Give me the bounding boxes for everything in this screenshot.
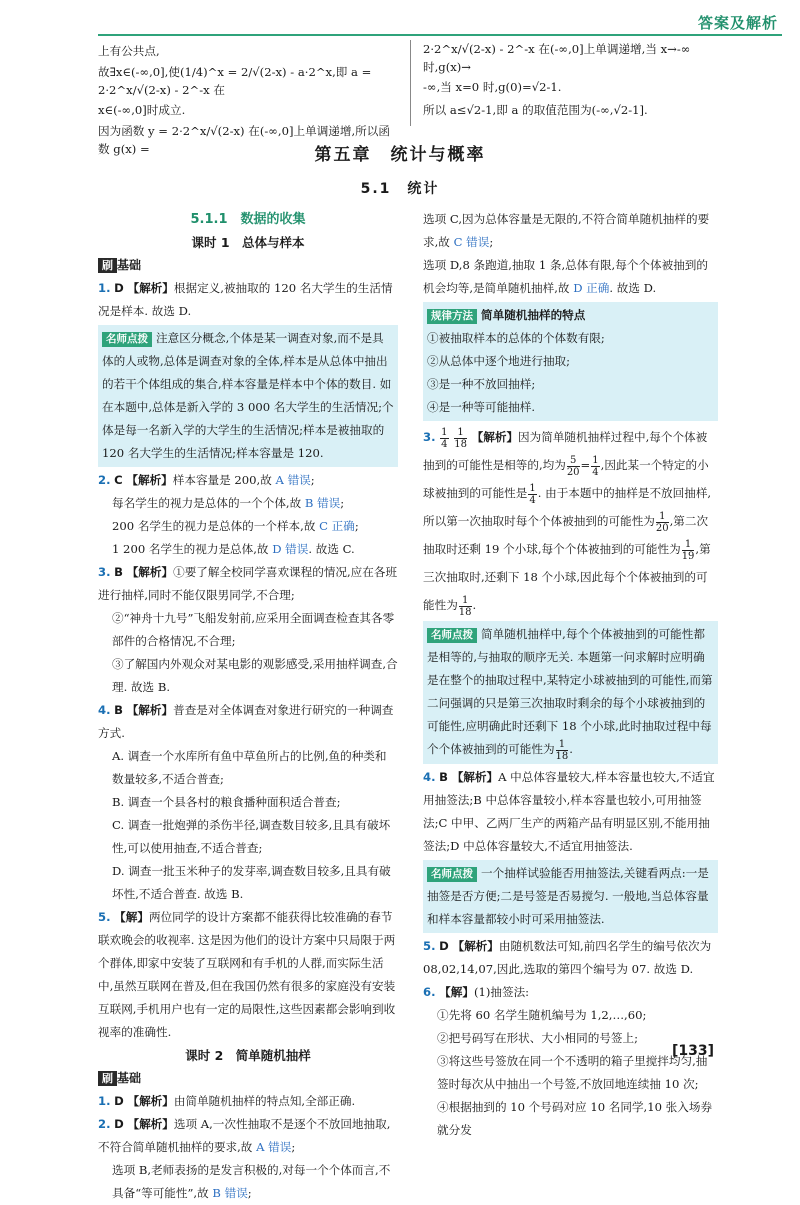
q-text: 根据定义,被抽取的 120 名大学生的生活情况是样本. 故选 D. [98, 281, 393, 318]
q-text: ; [310, 473, 315, 487]
text-line: 所以 a≤√2-1,即 a 的取值范围为(-∞,√2-1]. [423, 103, 648, 117]
frac-num: 1 [682, 539, 695, 551]
method-item: ②从总体中逐个地进行抽取; [427, 354, 571, 368]
q2-line [98, 515, 398, 538]
fraction [556, 739, 569, 762]
answer-fraction [454, 427, 467, 450]
question-3 [98, 561, 398, 607]
q-ans: B [439, 769, 449, 784]
frac-num: 1 [441, 426, 448, 438]
q-num: 1. [98, 281, 111, 295]
fraction [567, 455, 580, 478]
q-num: 2. [98, 1117, 111, 1131]
q-label: 【解析】 [452, 938, 499, 953]
frac-den: 4 [441, 438, 448, 450]
lesson-title: 课时 1 总体与样本 [191, 235, 305, 250]
q-ans: B [114, 703, 124, 717]
text-line: 故∃x∈(-∞,0],使(1/4)^x = 2/√(2-x) - a·2^x,即 a = 2·2^x/√(2-x) - 2^-x 在 [98, 65, 372, 97]
frac-den: 18 [555, 750, 569, 762]
frac-num: 1 [529, 482, 536, 494]
q-text: A 中总体容量较大,样本容量也较大,不适宜用抽签法;B 中总体容量较小,样本容量也较小,可用抽签法;C 中甲、乙两厂生产的两箱产品有明显区别,不能用抽签法;D 中总体容量较大,不适宜用抽签法. [423, 769, 715, 853]
l2-question-2 [98, 1113, 398, 1159]
q-num: 5. [423, 938, 436, 953]
q-text: 200 名学生的视力是总体的一个样本,故 [112, 519, 320, 533]
right-column [423, 208, 718, 1142]
chapter-title: 第五章 统计与概率 [314, 145, 486, 165]
q-text: ①要了解全校同学喜欢课程的情况,应在各班进行抽样,同时不能仅限男同学,不合理; [98, 565, 398, 602]
frac-den: 20 [566, 466, 580, 478]
q-label: 【解析】 [126, 565, 174, 579]
q-text: 每名学生的视力是总体的一个个体,故 [112, 496, 305, 510]
answer-fraction [440, 427, 448, 450]
fraction [591, 455, 599, 478]
q-num: 4. [98, 703, 111, 717]
q-num: 6. [423, 984, 436, 999]
q-mark: A 错误 [275, 473, 311, 487]
question-5 [98, 906, 398, 1044]
q-mark: D 错误 [272, 542, 309, 556]
q-text: 选项 D,8 条跑道,抽取 1 条,总体有限,每个个体被抽到的机会均等,是简单随机抽样,故 [423, 258, 708, 295]
question-1 [98, 277, 398, 323]
l2q6-item: ①先将 60 名学生随机编号为 1,2,…,60; [437, 1007, 647, 1022]
q-text: ; [247, 1186, 252, 1200]
q-ans: D [114, 1094, 124, 1108]
q2-line [98, 538, 398, 561]
tip-tag: 名师点拨 [102, 332, 152, 347]
frac-num: 1 [459, 595, 472, 607]
q-ans: D [114, 1117, 124, 1131]
method-item: ③是一种不放回抽样; [427, 377, 536, 391]
l2q2-line [423, 208, 718, 254]
top-left-text [98, 40, 398, 158]
tip-box [98, 325, 398, 467]
method-item: ④是一种等可能抽样. [427, 400, 536, 414]
column-divider [410, 40, 411, 126]
q-text: ,第二次抽取时还剩 19 个小球,每个个体被抽到的可能性为 [423, 514, 709, 556]
frac-den: 20 [655, 522, 669, 534]
frac-den: 18 [458, 606, 472, 618]
q-label: 【解析】 [127, 1094, 174, 1108]
basic-heading [98, 1067, 398, 1090]
l2q2-line [98, 1159, 398, 1205]
q-label: 【解析】 [127, 281, 174, 295]
q-text: ; [489, 235, 494, 249]
l2q2-line [423, 254, 718, 300]
q-label: 【解析】 [127, 1117, 174, 1131]
method-box [423, 302, 718, 421]
q-text: 因为简单随机抽样过程中,每个个体被抽到的可能性是相等的,均为 [423, 430, 708, 472]
page-header [0, 0, 800, 40]
q-mark: C 正确 [319, 519, 355, 533]
q3-line: ③了解国内外观众对某电影的观影感受,采用抽样调查,合理. 故选 B. [112, 657, 398, 694]
q-num: 5. [98, 910, 111, 924]
left-column [98, 208, 398, 1205]
tip-box [423, 621, 718, 764]
q-label: 【解析】 [126, 703, 174, 717]
tip-tag: 名师点拨 [427, 867, 477, 882]
subsection-title: 5.1.1 数据的收集 [190, 212, 306, 227]
page-number: [133] [672, 1043, 715, 1059]
q-text: . [472, 598, 477, 612]
question-2 [98, 469, 398, 492]
q-ans: D [439, 938, 449, 953]
tip-tag: 名师点拨 [427, 628, 477, 643]
q-label: 【解】 [439, 984, 474, 999]
q-text: 1 200 名学生的视力是总体,故 [112, 542, 273, 556]
fraction [528, 483, 536, 506]
q-num: 3. [98, 565, 111, 579]
q-text: ; [291, 1140, 296, 1154]
lesson-title: 课时 2 简单随机抽样 [185, 1048, 311, 1063]
section-title: 5.1 统计 [360, 181, 440, 197]
q-num: 2. [98, 473, 111, 487]
q-text: . 由于本题中的抽样是不放回抽样,所以第一次抽取时每个个体被抽到的可能性为 [423, 486, 712, 528]
q-text: 选项 B,老师表扬的是发言积极的,对每一个个体而言,不具备“等可能性”,故 [112, 1163, 391, 1200]
q-text: ,因此某一个特定的小球被抽到的可能性是 [423, 458, 709, 500]
fraction [459, 595, 472, 618]
q-label: 【解】 [114, 910, 149, 924]
l2-question-5 [423, 935, 718, 981]
q2-line [98, 492, 398, 515]
frac-num: 1 [656, 511, 669, 523]
basic-heading [98, 254, 398, 277]
fraction [682, 539, 695, 562]
l2q6-item: ③将这些号签放在同一个不透明的箱子里搅拌均匀,抽签时每次从中抽出一个号签,不放回地连续抽 10 次; [437, 1053, 708, 1091]
q-text: ; [340, 496, 345, 510]
header-rule [98, 34, 782, 36]
l2q6-item: ④根据抽到的 10 个号码对应 10 名同学,10 张入场券就分发 [437, 1099, 713, 1137]
q-mark: C 错误 [453, 235, 490, 249]
frac-den: 19 [681, 550, 695, 562]
text-line: 2·2^x/√(2-x) - 2^-x 在(-∞,0]上单调递增,当 x→-∞ 时,g(x)→ [423, 42, 691, 74]
frac-num: 5 [567, 455, 580, 467]
q-ans: D [114, 281, 124, 295]
frac-den: 18 [454, 438, 467, 450]
q-text: ,第三次抽取时,还剩下 18 个小球,因此每个个体被抽到的可能性为 [423, 542, 711, 612]
basic-label: 基础 [117, 258, 142, 272]
q3-line: ②“神舟十九号”飞船发射前,应采用全面调查检查其各零部件的合格情况,不合理; [112, 611, 395, 648]
q-text: 样本容量是 200,故 [172, 473, 276, 487]
q4-line: C. 调查一批炮弹的杀伤半径,调查数目较多,且具有破坏性,可以使用抽查,不适合普查; [112, 818, 391, 855]
q-text: 选项 A,一次性抽取不是逐个不放回地抽取,不符合简单随机抽样的要求,故 [98, 1117, 391, 1154]
q-text: . 故选 C. [308, 542, 355, 556]
l2-question-6 [423, 981, 718, 1004]
question-4 [98, 699, 398, 745]
method-item: ①被抽取样本的总体的个体数有限; [427, 331, 605, 345]
frac-den: 4 [529, 494, 536, 506]
l2-question-3 [423, 423, 718, 619]
q-num: 4. [423, 769, 436, 784]
q-text: = [580, 458, 591, 472]
q-text: 普查是对全体调查对象进行研究的一种调查方式. [98, 703, 394, 740]
q-mark: B 错误 [304, 496, 341, 510]
q-ans: B [114, 565, 124, 579]
tip-text: 一个抽样试验能否用抽签法,关键看两点:一是抽签是否方便;二是号签是否易搅匀. 一般地,当总体容量和样本容量都较小时可采用抽签法. [427, 865, 709, 926]
tip-text: . [569, 742, 573, 756]
tip-text: 简单随机抽样中,每个个体被抽到的可能性都是相等的,与抽取的顺序无关. 本题第一问求解时应明确是在整个的抽取过程中,某特定小球被抽到的可能性,而第二问强调的只是第三次抽取时剩余的每个小球被抽到的可能性,应明确此时还剩下 18 个小球,此时抽取过程中每个个体被抽到的可能性为 [427, 627, 713, 756]
text-line: -∞,当 x=0 时,g(0)=√2-1. [423, 80, 562, 94]
q-ans: C [114, 473, 123, 487]
q4-line: D. 调查一批玉米种子的发芽率,调查数目较多,且具有破坏性,不适合普查. 故选 B. [112, 864, 391, 901]
q-label: 【解析】 [451, 769, 499, 784]
fraction [656, 511, 669, 534]
text-line: 因为函数 y = 2·2^x/√(2-x) 在(-∞,0]上单调递增,所以函数 g(x) = [98, 124, 390, 156]
method-title: 简单随机抽样的特点 [481, 308, 586, 322]
q-mark: D 正确 [573, 281, 610, 295]
q-text: . 故选 D. [609, 281, 657, 295]
q-mark: B 错误 [212, 1186, 248, 1200]
q-text: 两位同学的设计方案都不能获得比较准确的春节联欢晚会的收视率. 这是因为他们的设计方案中只局限于两个群体,即家中安装了互联网和有手机的人群,而实际生活中,虽然互联网在普及,但在我国仍然有很多的家庭没有安装互联网,手机用户也有一定的局限性,这些因素都会影响到收视率的准确性. [98, 910, 396, 1039]
q-num: 3. [423, 430, 436, 444]
q-text: ; [354, 519, 359, 533]
brush-badge: 刷 [98, 258, 117, 273]
basic-label: 基础 [117, 1071, 142, 1085]
top-right-text [423, 40, 718, 122]
q4-line: A. 调查一个水库所有鱼中草鱼所占的比例,鱼的种类和数量较多,不适合普查; [112, 749, 387, 786]
tip-text: 注意区分概念,个体是某一调查对象,而不是具体的人或物,总体是调查对象的全体,样本是从总体中抽出的若干个体组成的集合,样本容量是样本中个体的数目. 如在本题中,总体是新入学的 3 000 名大学生的生活情况;个体是每一名新入学的大学生的生活情况;样本是被抽取的 120 名大学生的生活情况;样本容量是 120. [102, 331, 394, 460]
q-text: 由随机数法可知,前四名学生的编号依次为 08,02,14,07,因此,选取的第四个编号为 07. 故选 D. [423, 938, 712, 976]
q4-line: B. 调查一个县各村的粮食播种面积适合普查; [112, 795, 341, 809]
q-text: (1)抽签法: [473, 984, 530, 999]
q-text: 由简单随机抽样的特点知,全部正确. [173, 1094, 356, 1108]
frac-num: 1 [556, 739, 569, 751]
method-tag: 规律方法 [427, 309, 477, 324]
q-text: 选项 C,因为总体容量是无限的,不符合简单随机抽样的要求,故 [423, 212, 710, 249]
l2q6-item: ②把号码写在形状、大小相同的号签上; [437, 1030, 639, 1045]
q-mark: A 错误 [256, 1140, 292, 1154]
header-title: 答案及解析 [697, 14, 778, 32]
text-line: x∈(-∞,0]时成立. [98, 103, 186, 117]
q-label: 【解析】 [126, 473, 173, 487]
brush-badge: 刷 [98, 1071, 117, 1086]
text-line: 上有公共点, [98, 44, 160, 58]
q-num: 1. [98, 1094, 111, 1108]
frac-den: 4 [592, 466, 599, 478]
l2-question-4 [423, 766, 718, 858]
tip-box [423, 860, 718, 933]
q-label: 【解析】 [471, 430, 519, 444]
frac-num: 1 [592, 454, 599, 466]
frac-num: 1 [454, 427, 467, 439]
l2-question-1 [98, 1090, 398, 1113]
